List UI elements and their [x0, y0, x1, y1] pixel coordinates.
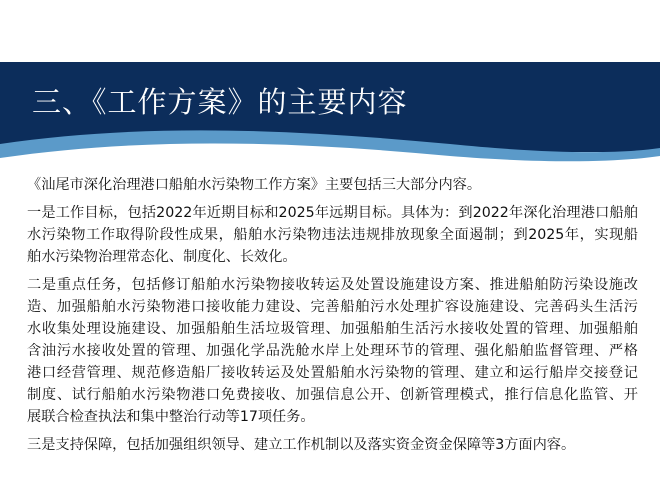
- text-line: 港口经营管理、规范修造船厂接收转运及处置船舶水污染物的管理、建立和运行船岸交接登记: [27, 365, 638, 381]
- slide-title: 三、《工作方案》的主要内容: [32, 85, 408, 119]
- text-line: 一是工作目标，包括2022年近期目标和2025年远期目标。具体为：到2022年深化治理港口船舶: [27, 205, 638, 221]
- tasks-paragraph: [27, 274, 638, 428]
- text-line: 二是重点任务，包括修订船舶水污染物接收转运及处置设施建设方案、推进船舶防污染设施改: [27, 277, 638, 293]
- intro-paragraph: [27, 174, 638, 196]
- slide-body: [27, 174, 638, 462]
- text-line: 三是支持保障，包括加强组织领导、建立工作机制以及落实资金资金保障等3方面内容。: [27, 437, 576, 453]
- text-line: 《汕尾市深化治理港口船舶水污染物工作方案》主要包括三大部分内容。: [27, 177, 482, 193]
- text-line: 含油污水接收处置的管理、加强化学品洗舱水岸上处理环节的管理、强化船舶监督管理、严格: [27, 343, 638, 359]
- text-line: 水收集处理设施建设、加强船舶生活垃圾管理、加强船舶生活污水接收处置的管理、加强船舶: [27, 321, 638, 337]
- support-paragraph: [27, 434, 638, 456]
- text-line: 造、加强船舶水污染物港口接收能力建设、完善船舶污水处理扩容设施建设、完善码头生活污: [27, 299, 638, 315]
- text-line: 制度、试行船舶水污染物港口免费接收、加强信息公开、创新管理模式，推行信息化监管、开: [27, 387, 638, 403]
- text-line: 展联合检查执法和集中整治行动等17项任务。: [27, 409, 315, 425]
- text-line: 水污染物工作取得阶段性成果，船舶水污染物违法违规排放现象全面遏制；到2025年，实现船: [27, 227, 638, 243]
- text-line: 舶水污染物治理常态化、制度化、长效化。: [27, 249, 297, 265]
- goals-paragraph: [27, 202, 638, 268]
